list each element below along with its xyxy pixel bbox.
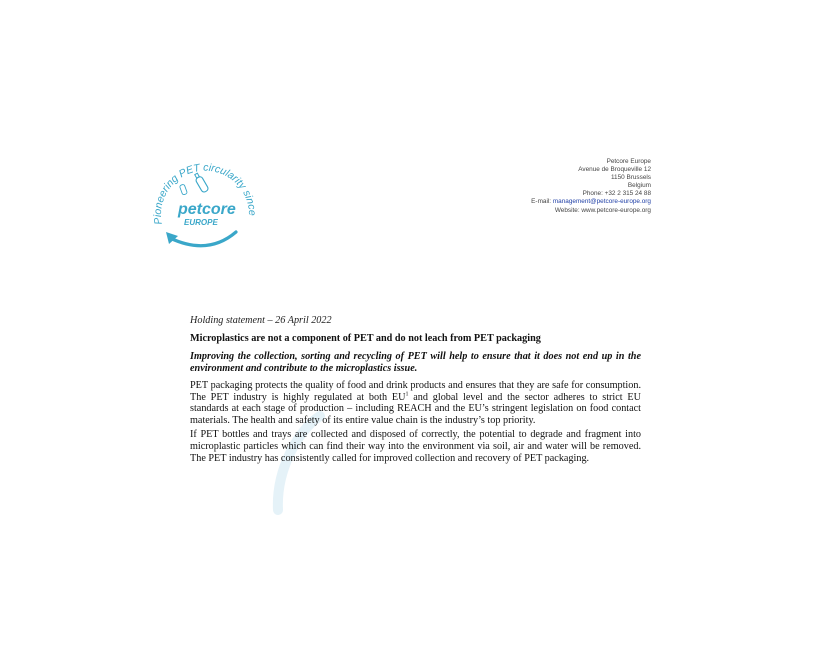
bottle-icon-small (179, 184, 187, 195)
swoosh-arrow-icon (170, 232, 236, 246)
paragraph-2: If PET bottles and trays are collected and disposed of correctly, the potential to degrade and fragment into microplastic particles which can find their way into the environment via soil, air and water will be removed. The PET industry has consistently called for improved collection and recovery of PET packaging. (190, 429, 641, 464)
logo-sub: EUROPE (184, 218, 218, 227)
petcore-logo (148, 152, 260, 256)
contact-org: Petcore Europe (606, 158, 651, 165)
logo-arc-text: Pioneering PET circularity since (151, 161, 259, 226)
bottle-icon (193, 172, 209, 193)
contact-street: Avenue de Broqueville 12 (578, 166, 651, 174)
statement-lead: Improving the collection, sorting and recycling of PET will help to ensure that it does not end up in the environment and contribute to the microplastics issue. (190, 351, 641, 374)
footnote-ref[interactable]: 1 (405, 391, 409, 398)
logo-brand: petcore (178, 201, 236, 218)
paragraph-1 (190, 380, 641, 426)
contact-email-label: E-mail: (531, 198, 553, 206)
contact-email-row (531, 198, 651, 206)
contact-phone: Phone: +32 2 315 24 88 (582, 190, 651, 198)
holding-date: Holding statement – 26 April 2022 (190, 315, 332, 326)
statement-headline: Microplastics are not a component of PET and do not leach from PET packaging (190, 333, 541, 344)
paragraph-1-part-b: and global level and the sector adheres to strict EU standards at each stage of production – including REACH and the EU’s stringent legislation on food contact materials. The health and safety of its entire value chain is the industry’s top priority. (190, 391, 641, 426)
contact-city: 1150 Brussels (610, 174, 651, 182)
statement-body (190, 315, 641, 467)
contact-email-link[interactable]: management@petcore-europe.org (552, 198, 651, 206)
contact-country: Belgium (627, 182, 651, 190)
petcore-logo-graphic (148, 152, 260, 256)
contact-block (531, 158, 651, 215)
paragraph-1-part-a: PET packaging protects the quality of food and drink products and ensures that they are safe for consumption. The PET industry is highly regulated at both EU (190, 380, 641, 403)
contact-website: Website: www.petcore-europe.org (554, 206, 651, 214)
